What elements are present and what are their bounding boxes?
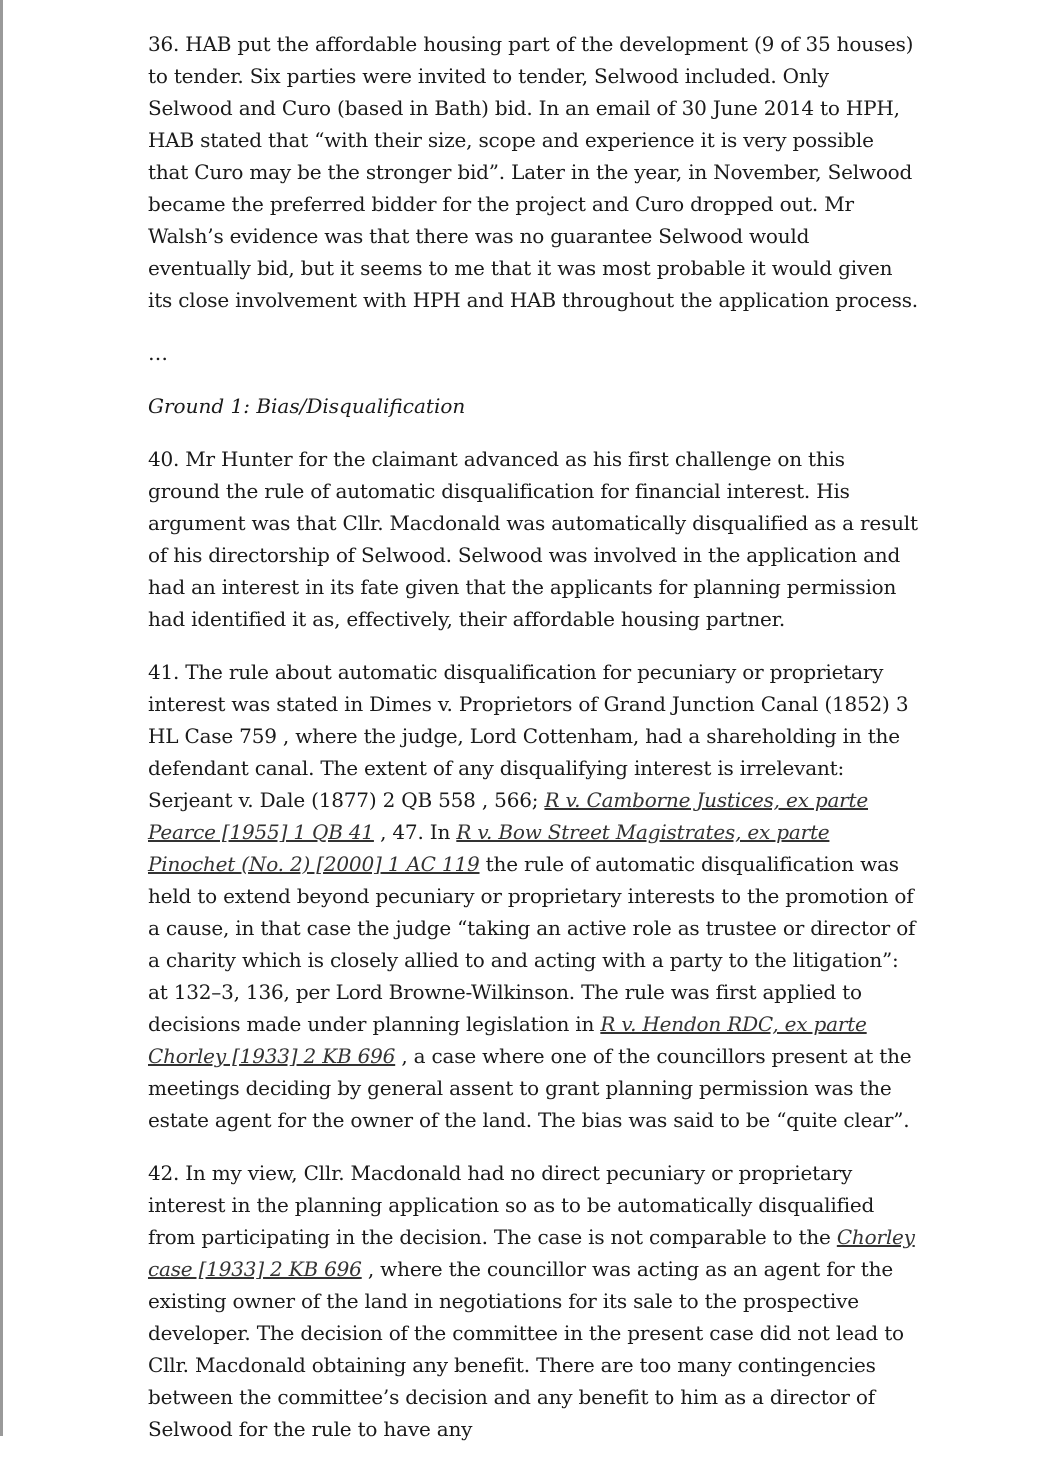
omission-ellipsis: … bbox=[148, 341, 168, 365]
paragraph-40 bbox=[148, 443, 918, 635]
citation-link-chorley[interactable]: Chorley case [1933] 2 KB 696 bbox=[148, 1225, 915, 1281]
paragraph-text: , where the councillor was acting as an agent for the existing owner of the land in negotiations for its sale to the prospective developer. The decision of the committee in the present case did not lead to Cllr. Macdonald obtaining any benefit. There are too many contingencies between the committee’s decision and any benefit to him as a director of Selwood for the rule to have any bbox=[148, 1257, 904, 1441]
paragraph-number: 40. bbox=[148, 447, 180, 471]
paragraph-text: HAB put the affordable housing part of the development (9 of 35 houses) to tender. Six parties were invited to tender, Selwood included. Only Selwood and Curo (based in Bath) bid. In an email of 30 June 2014 to HPH, HAB stated that “with their size, scope and experience it is very possible that Curo may be the stronger bid”. Later in the year, in November, Selwood became the preferred bidder for the project and Curo dropped out. Mr Walsh’s evidence was that there was no guarantee Selwood would eventually bid, but it seems to me that it was most probable it would given its close involvement with HPH and HAB throughout the application process. bbox=[148, 32, 918, 312]
citation-link-camborne[interactable]: R v. Camborne Justices, ex parte Pearce [1955] 1 QB 41 bbox=[148, 788, 869, 844]
paragraph-text: In my view, Cllr. Macdonald had no direct pecuniary or proprietary interest in the planning application so as to be automatically disqualified from participating in the decision. The case is not comparable to the bbox=[148, 1161, 875, 1249]
paragraph-number: 42. bbox=[148, 1161, 180, 1185]
paragraph-text: , a case where one of the councillors present at the meetings deciding by general assent to grant planning permission was the estate agent for the owner of the land. The bias was said to be “quite clear”. bbox=[148, 1044, 912, 1132]
paragraph-text: Mr Hunter for the claimant advanced as his first challenge on this ground the rule of automatic disqualification for financial interest. His argument was that Cllr. Macdonald was automatically disqualified as a result of his directorship of Selwood. Selwood was involved in the application and had an interest in its fate given that the applicants for planning permission had identified it as, effectively, their affordable housing partner. bbox=[148, 447, 918, 631]
section-heading: Ground 1: Bias/Disqualification bbox=[148, 394, 466, 418]
citation-link-hendon[interactable]: R v. Hendon RDC, ex parte Chorley [1933] 2 KB 696 bbox=[148, 1012, 867, 1068]
paragraph-text: the rule of automatic disqualification was held to extend beyond pecuniary or proprietary interests to the promotion of a cause, in that case the judge “taking an active role as trustee or director of a charity which is closely allied to and acting with a party to the litigation”: at 132–3, 136, per Lord Browne-Wilkinson. The rule was first applied to decisions made under planning legislation in bbox=[148, 852, 916, 1036]
paragraph-text: , 47. In bbox=[373, 820, 457, 844]
paragraph-number: 41. bbox=[148, 660, 180, 684]
paragraph-36 bbox=[148, 28, 918, 316]
paragraph-42 bbox=[148, 1157, 918, 1445]
citation-link-pinochet[interactable]: R v. Bow Street Magistrates, ex parte Pinochet (No. 2) [2000] 1 AC 119 bbox=[148, 820, 830, 876]
page-left-border bbox=[0, 0, 3, 1436]
paragraph-number: 36. bbox=[148, 32, 180, 56]
paragraph-text: The rule about automatic disqualification for pecuniary or proprietary interest was stated in Dimes v. Proprietors of Grand Junction Canal (1852) 3 HL Case 759 , where the judge, Lord Cottenham, had a shareholding in the defendant canal. The extent of any disqualifying interest is irrelevant: Serjeant v. Dale (1877) 2 QB 558 , 566; bbox=[148, 660, 909, 812]
paragraph-41 bbox=[148, 656, 918, 1136]
judgment-page bbox=[148, 28, 918, 1466]
